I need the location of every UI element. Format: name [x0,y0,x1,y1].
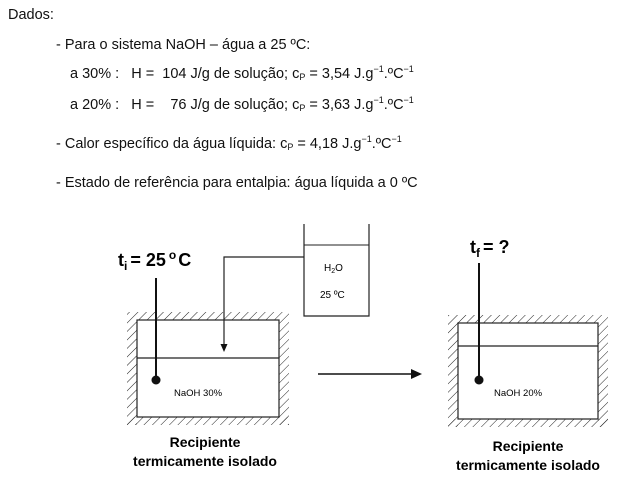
ti-degree: o [168,248,177,262]
h2o-o: O [335,263,343,274]
left-insulation-right [279,312,289,425]
row30-unit-mid: .ºC [383,66,404,82]
row30-exp2: −1 [403,64,414,74]
ti-value: = 25 [130,250,166,270]
right-insulated-container [448,263,608,427]
left-caption-line1: Recipiente [169,434,241,450]
dados-title: Dados: [8,7,54,23]
ti-sub: i [124,259,128,273]
left-insulation-left [127,312,137,425]
left-vessel [137,320,279,417]
h2o-sub: 2 [331,268,336,275]
tf-value: = ? [483,237,510,257]
h2o-h: H [324,263,332,274]
item2-exp1: −1 [361,134,372,144]
water-beaker [304,224,369,316]
right-caption-line1: Recipiente [492,438,564,454]
left-thermometer-bulb [152,376,161,385]
row30-exp1: −1 [373,64,384,74]
item2-cp-eq: = 4,18 J.g [297,136,362,152]
beaker-formula [324,263,343,275]
left-insulation-bottom [127,417,289,425]
row30-cp-symbol: c [292,66,300,82]
row20-cp-eq: = 3,63 J.g [309,97,374,113]
reference-state: - Estado de referência para entalpia: água líquida a 0 ºC [56,175,418,191]
row20-h-value: 76 J/g de solução; [170,97,289,113]
row20-label: a 20% : [70,97,120,113]
right-insulation-left [448,315,458,427]
initial-temperature-label [118,248,191,273]
left-solution-label: NaOH 30% [174,388,223,399]
tf-sub: f [476,246,480,260]
right-solution-label: NaOH 20% [494,388,543,399]
item2-exp2: −1 [391,134,402,144]
ti-t: t [118,250,124,270]
tf-t: t [470,237,476,257]
left-insulation-top [137,312,279,320]
row20-exp1: −1 [373,95,384,105]
item2-unit-mid: .ºC [371,136,392,152]
row20-cp-sub: P [299,103,306,113]
row20-cp-symbol: c [292,97,300,113]
item2-cp-sub: P [287,142,294,152]
right-insulation-bottom [448,419,608,427]
row30-h-symbol: H = [131,66,155,82]
row30-label: a 30% : [70,66,120,82]
row20-exp2: −1 [403,95,414,105]
row30-cp-sub: P [299,72,306,82]
right-insulation-right [598,315,608,427]
final-temperature-label [470,237,510,260]
item2-text: - Calor específico da água líquida: c [56,136,288,152]
row20-h-symbol: H = [131,97,155,113]
left-caption-line2: termicamente isolado [133,453,277,469]
right-caption-line2: termicamente isolado [456,457,600,473]
beaker-temperature: 25 ºC [320,290,345,301]
row30-h-value: 104 J/g de solução; [162,66,289,82]
row20-unit-mid: .ºC [383,97,404,113]
right-thermometer-bulb [475,376,484,385]
row30-cp-eq: = 3,54 J.g [309,66,374,82]
ti-unit: C [178,250,192,270]
system-intro: - Para o sistema NaOH – água a 25 ºC: [56,37,311,53]
process-arrow-head [411,369,422,379]
left-insulated-container [127,278,289,425]
